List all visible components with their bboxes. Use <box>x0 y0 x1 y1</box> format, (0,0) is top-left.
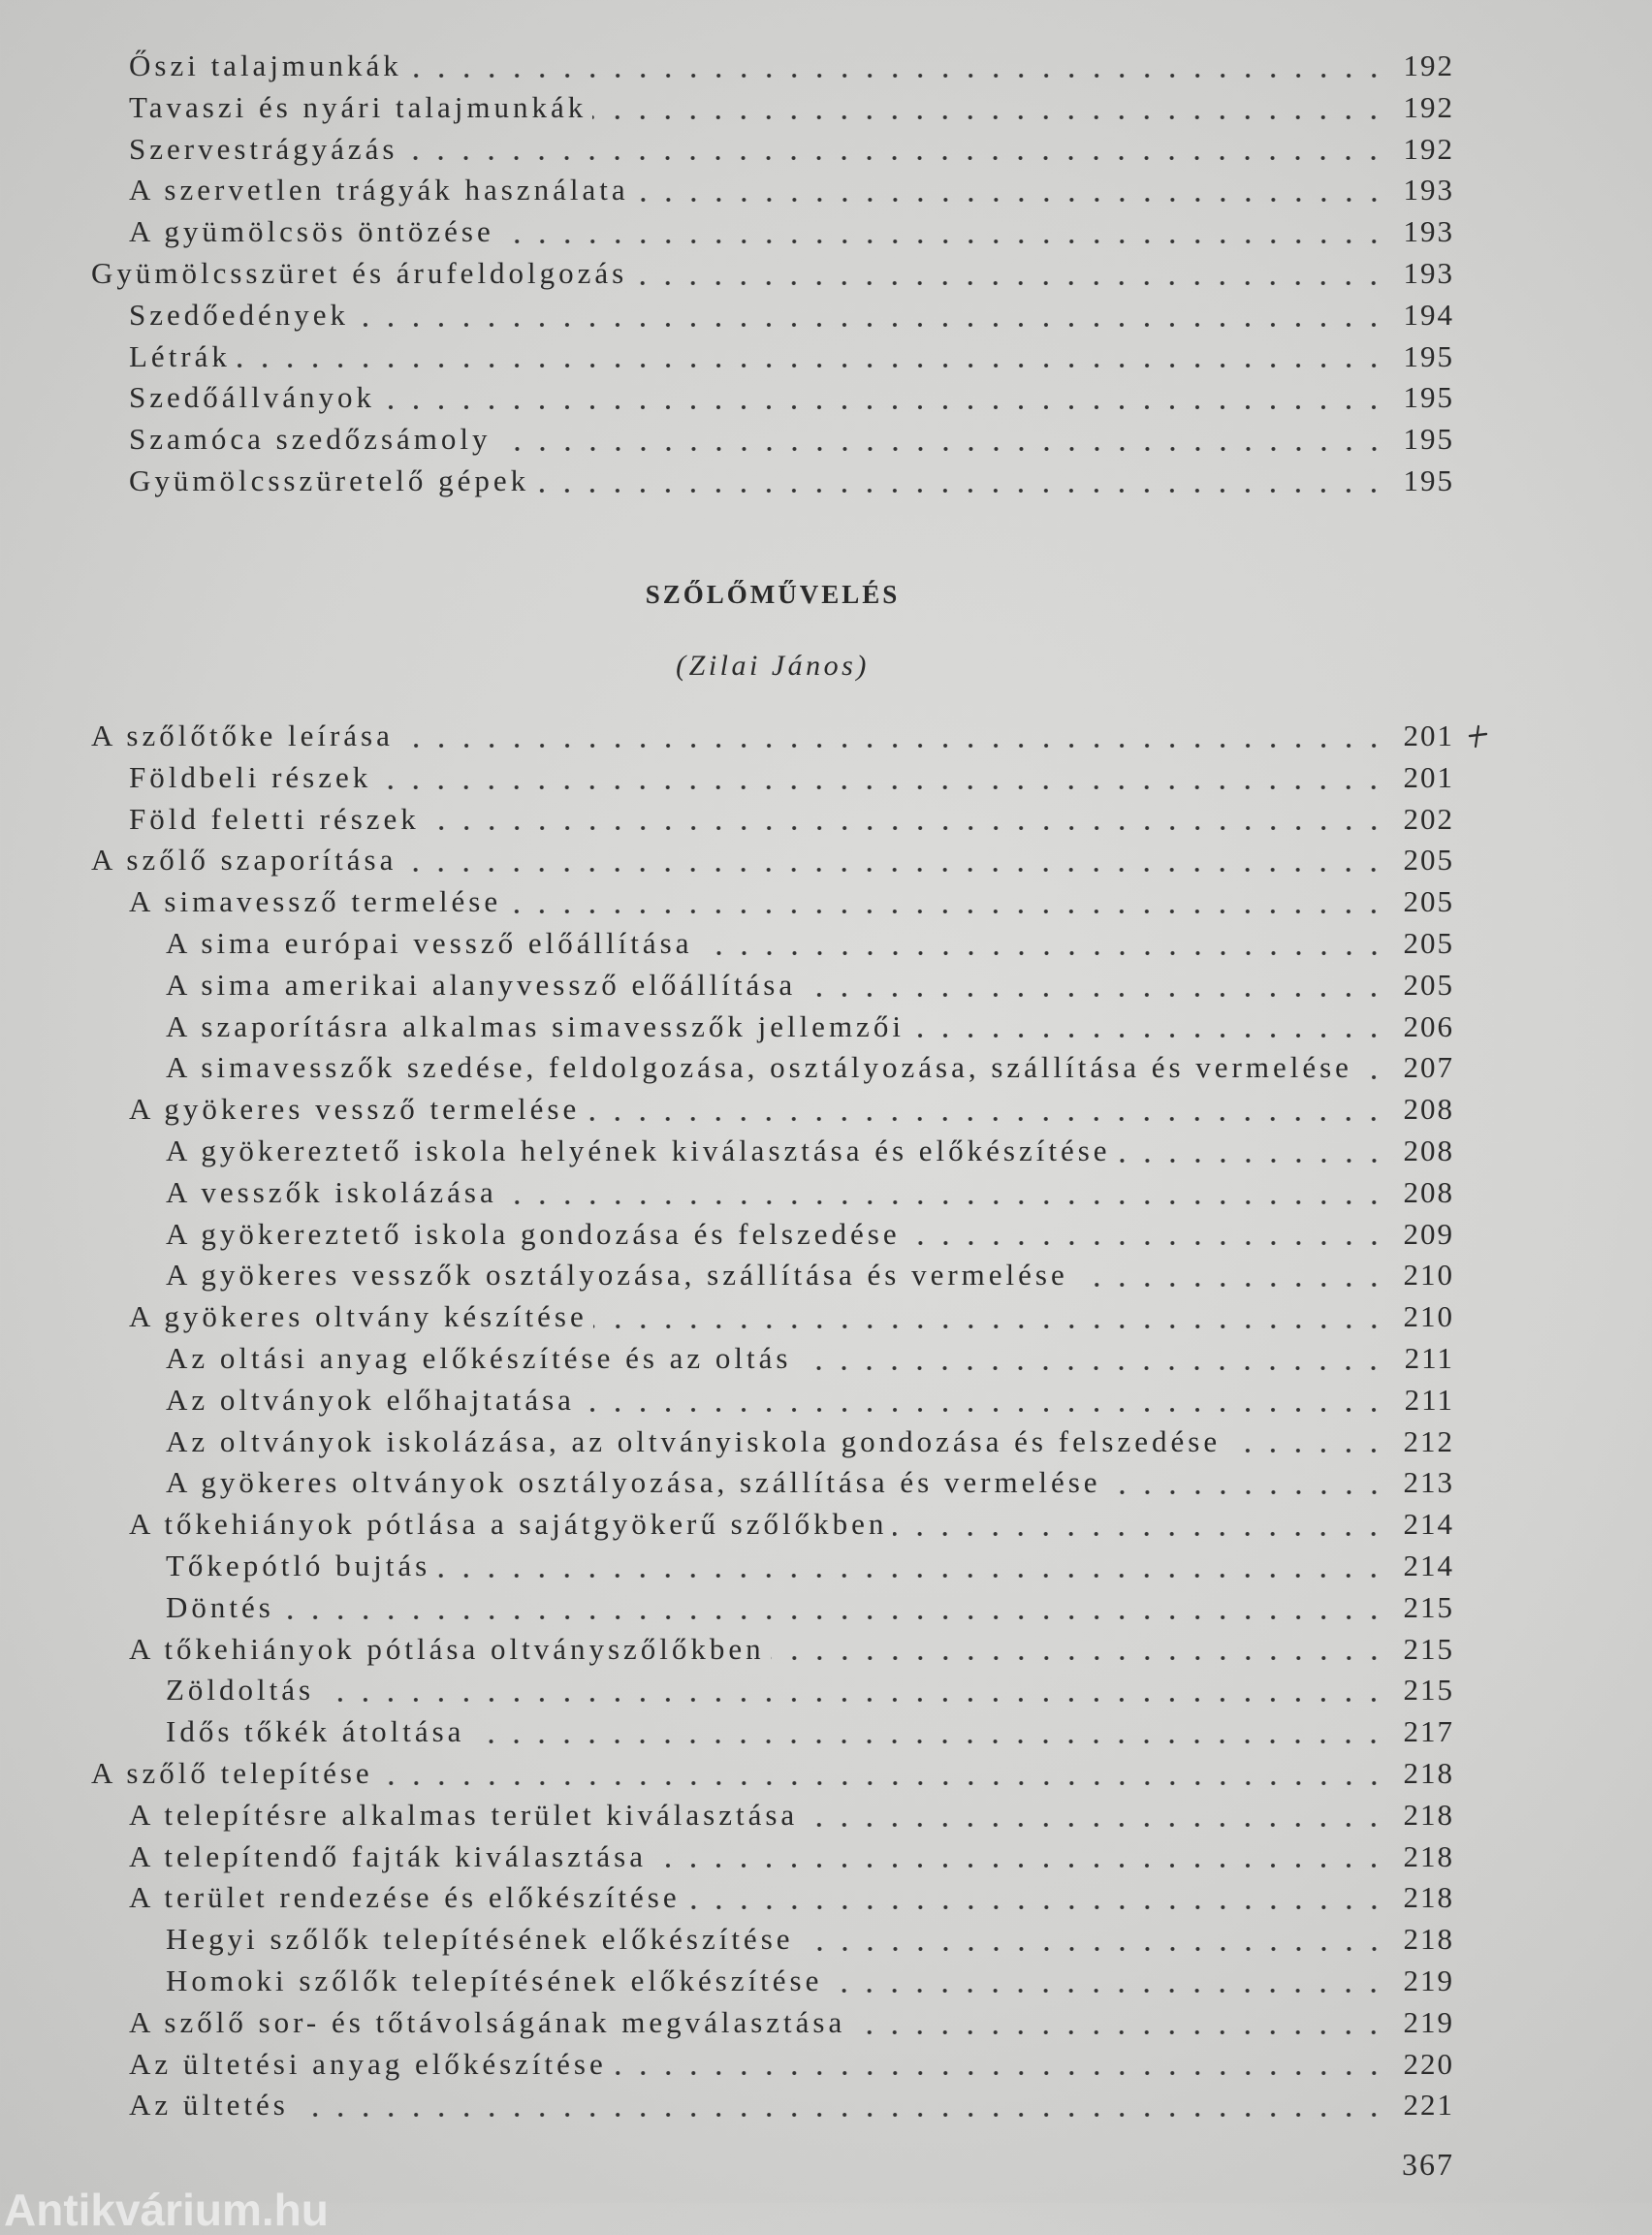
toc-entry-title: Az ültetés <box>129 2088 289 2123</box>
dot-leader <box>402 840 1386 881</box>
dot-leader <box>408 46 1386 87</box>
dot-leader <box>381 377 1386 419</box>
dot-leader <box>355 295 1386 336</box>
toc-entry-title: Föld feletti részek <box>129 801 420 836</box>
dot-leader <box>613 2044 1386 2086</box>
toc-entry-title: Létrák <box>129 338 231 373</box>
toc-entry-title: Gyümölcsszüret és árufeldolgozás <box>91 255 628 290</box>
page-number: 367 <box>1402 2147 1454 2182</box>
toc-entry-title: Tavaszi és nyári talajmunkák <box>129 89 588 124</box>
toc-entry-page: 215 <box>1403 1589 1454 1624</box>
toc-entry-page: 219 <box>1403 1963 1454 1997</box>
pen-mark-icon <box>1466 723 1489 749</box>
toc-entry-page: 208 <box>1403 1092 1454 1127</box>
toc-entry <box>91 1214 1454 1256</box>
toc-entry-page: 210 <box>1403 1258 1454 1293</box>
dot-leader <box>586 1089 1386 1131</box>
toc-entry-page: 213 <box>1403 1465 1454 1500</box>
toc-entry-title: A szőlőtőke leírása <box>91 718 394 752</box>
watermark-text: Antikvárium.hu <box>4 2185 329 2235</box>
dot-leader <box>828 1961 1386 2002</box>
dot-leader <box>497 419 1386 461</box>
toc-entry-page: 206 <box>1403 1008 1454 1043</box>
toc-entry-title: A gyökeres oltványok osztályozása, szállítása és vermelése <box>166 1465 1101 1500</box>
toc-entry-page: 205 <box>1403 843 1454 878</box>
toc-list-top <box>91 46 1454 502</box>
toc-entry-page: 215 <box>1403 1673 1454 1708</box>
toc-entry-page: 211 <box>1404 1340 1454 1375</box>
dot-leader <box>593 1296 1386 1338</box>
toc-entry <box>91 419 1454 461</box>
toc-entry <box>91 1877 1454 1919</box>
toc-entry-title: Idős tőkék átoltása <box>166 1714 465 1749</box>
dot-leader <box>771 1629 1386 1671</box>
toc-entry <box>91 336 1454 378</box>
toc-entry <box>91 965 1454 1006</box>
dot-leader <box>851 2002 1386 2044</box>
toc-entry-page: 201 <box>1403 718 1454 752</box>
toc-entry <box>91 1421 1454 1463</box>
toc-entry-page: 202 <box>1403 801 1454 836</box>
toc-entry-title: A tőkehiányok pótlása a sajátgyökerű szőlőkben <box>129 1507 888 1542</box>
toc-entry-title: A vesszők iskolázása <box>166 1174 497 1209</box>
toc-entry-page: 192 <box>1403 89 1454 124</box>
toc-entry-page: 210 <box>1403 1299 1454 1334</box>
toc-entry-page: 217 <box>1403 1714 1454 1749</box>
toc-entry-title: Az ültetési anyag előkészítése <box>129 2046 607 2081</box>
toc-entry <box>91 1919 1454 1961</box>
toc-entry-title: A telepítendő fajták kiválasztása <box>129 1838 647 1873</box>
toc-entry-title: Szedőállványok <box>129 380 376 415</box>
toc-entry-page: 201 <box>1403 759 1454 794</box>
toc-entry-page: 195 <box>1403 422 1454 457</box>
dot-leader <box>1107 1462 1386 1504</box>
toc-entry <box>91 1296 1454 1338</box>
toc-entry <box>91 1753 1454 1795</box>
toc-entry-page: 221 <box>1403 2088 1454 2123</box>
toc-entry <box>91 1961 1454 2002</box>
toc-entry-page: 194 <box>1403 297 1454 332</box>
toc-entry <box>91 1089 1454 1131</box>
toc-entry-page: 195 <box>1403 463 1454 497</box>
dot-leader <box>797 1338 1386 1380</box>
toc-entry-title: A gyökeres vessző termelése <box>129 1092 581 1127</box>
toc-entry <box>91 1172 1454 1214</box>
toc-entry <box>91 211 1454 253</box>
toc-entry-title: Gyümölcsszüretelő gépek <box>129 463 530 497</box>
dot-leader <box>652 1836 1386 1878</box>
toc-entry-page: 205 <box>1403 884 1454 919</box>
toc-entry-title: A tőkehiányok pótlása oltványszőlőkben <box>129 1631 765 1666</box>
toc-entry <box>91 1836 1454 1878</box>
toc-entry-page: 214 <box>1403 1507 1454 1542</box>
section-author: (Zilai János) <box>676 650 870 682</box>
toc-entry-page: 193 <box>1403 255 1454 290</box>
dot-leader <box>470 1711 1386 1753</box>
toc-entry-page: 192 <box>1403 48 1454 82</box>
toc-entry-title: Őszi talajmunkák <box>129 48 402 82</box>
toc-entry <box>91 2085 1454 2126</box>
toc-entry-title: A gyökeres vesszők osztályozása, szállítása és vermelése <box>166 1258 1068 1293</box>
toc-entry-page: 193 <box>1403 214 1454 249</box>
section-heading: SZŐLŐMŰVELÉS <box>645 580 901 609</box>
dot-leader <box>906 1214 1386 1256</box>
toc-entry <box>91 799 1454 841</box>
toc-entry-page: 205 <box>1403 925 1454 960</box>
toc-entry <box>91 1587 1454 1629</box>
toc-entry <box>91 1462 1454 1504</box>
toc-entry <box>91 2002 1454 2044</box>
toc-entry <box>91 87 1454 129</box>
dot-leader <box>686 1877 1386 1919</box>
toc-entry-title: A terület rendezése és előkészítése <box>129 1880 681 1915</box>
dot-leader <box>436 1546 1386 1587</box>
toc-entry-title: A sima amerikai alanyvessző előállítása <box>166 967 797 1002</box>
dot-leader <box>893 1504 1386 1546</box>
toc-entry-page: 193 <box>1403 173 1454 208</box>
toc-entry-title: Az oltványok iskolázása, az oltványiskola gondozása és felszedése <box>166 1423 1222 1458</box>
toc-entry-page: 218 <box>1403 1755 1454 1790</box>
dot-leader <box>379 1753 1386 1795</box>
dot-leader <box>426 799 1386 841</box>
toc-list-main <box>91 716 1454 2126</box>
toc-entry-title: A szőlő szaporítása <box>91 843 397 878</box>
dot-leader <box>399 716 1386 757</box>
toc-entry-page: 220 <box>1403 2046 1454 2081</box>
dot-leader <box>237 336 1386 378</box>
toc-entry-page: 218 <box>1403 1797 1454 1832</box>
toc-entry <box>91 1711 1454 1753</box>
toc-entry-page: 211 <box>1404 1382 1454 1417</box>
toc-entry <box>91 1795 1454 1836</box>
dot-leader <box>699 923 1387 965</box>
toc-entry-title: A simavesszők szedése, feldolgozása, osztályozása, szállítása és vermelése <box>166 1050 1352 1085</box>
toc-entry-title: A gyümölcsös öntözése <box>129 214 494 249</box>
dot-leader <box>403 129 1386 171</box>
dot-leader <box>581 1380 1386 1421</box>
toc-entry-title: Az oltási anyag előkészítése és az oltás <box>166 1340 792 1375</box>
toc-entry-page: 195 <box>1403 338 1454 373</box>
toc-entry-page: 218 <box>1403 1880 1454 1915</box>
dot-leader <box>635 170 1386 211</box>
toc-entry <box>91 377 1454 419</box>
toc-entry <box>91 716 1454 757</box>
toc-entry-title: Tőkepótló bujtás <box>166 1548 431 1582</box>
toc-entry <box>91 840 1454 881</box>
toc-entry-page: 219 <box>1403 2004 1454 2039</box>
toc-entry-page: 208 <box>1403 1174 1454 1209</box>
toc-entry <box>91 1670 1454 1711</box>
dot-leader <box>503 1172 1386 1214</box>
dot-leader <box>592 87 1386 129</box>
toc-entry-title: A telepítésre alkalmas terület kiválasztása <box>129 1797 799 1832</box>
toc-entry-title: Szervestrágyázás <box>129 131 398 166</box>
toc-entry-title: A szervetlen trágyák használata <box>129 173 629 208</box>
toc-entry-page: 218 <box>1403 1922 1454 1957</box>
toc-entry-page: 205 <box>1403 967 1454 1002</box>
toc-entry-page: 212 <box>1403 1423 1454 1458</box>
dot-leader <box>910 1006 1386 1048</box>
toc-entry-title: A szaporításra alkalmas simavesszők jellemzői <box>166 1008 905 1043</box>
toc-entry <box>91 923 1454 965</box>
toc-entry <box>91 295 1454 336</box>
toc-entry-page: 218 <box>1403 1838 1454 1873</box>
dot-leader <box>535 461 1386 502</box>
dot-leader <box>633 253 1386 295</box>
toc-entry <box>91 129 1454 171</box>
toc-entry <box>91 170 1454 211</box>
dot-leader <box>320 1670 1386 1711</box>
toc-entry-title: Döntés <box>166 1589 274 1624</box>
toc-entry <box>91 1255 1454 1296</box>
toc-entry-title: Az oltványok előhajtatása <box>166 1382 575 1417</box>
toc-entry-title: A sima európai vessző előállítása <box>166 925 693 960</box>
dot-leader <box>507 881 1386 923</box>
toc-entry <box>91 46 1454 87</box>
toc-entry-page: 215 <box>1403 1631 1454 1666</box>
toc-entry-title: Zöldoltás <box>166 1673 315 1708</box>
toc-entry-title: A simavessző termelése <box>129 884 502 919</box>
toc-entry-title: Földbeli részek <box>129 759 372 794</box>
toc-entry-page: 209 <box>1403 1216 1454 1251</box>
dot-leader <box>800 1919 1386 1961</box>
toc-entry-title: Szamóca szedőzsámoly <box>129 422 492 457</box>
toc-entry-title: A gyökereztető iskola gondozása és felszedése <box>166 1216 901 1251</box>
dot-leader <box>500 211 1386 253</box>
toc-entry-page: 214 <box>1403 1548 1454 1582</box>
toc-entry <box>91 1380 1454 1421</box>
toc-entry-page: 195 <box>1403 380 1454 415</box>
toc-entry-title: A szőlő sor- és tőtávolságának megválasztása <box>129 2004 846 2039</box>
toc-entry-title: A gyökeres oltvány készítése <box>129 1299 588 1334</box>
dot-leader <box>295 2085 1386 2126</box>
toc-entry <box>91 1629 1454 1671</box>
toc-entry-title: Homoki szőlők telepítésének előkészítése <box>166 1963 823 1997</box>
toc-entry-title: Szedőedények <box>129 297 350 332</box>
toc-entry <box>91 2044 1454 2086</box>
toc-entry-page: 208 <box>1403 1133 1454 1167</box>
toc-entry <box>91 1006 1454 1048</box>
dot-leader <box>802 965 1386 1006</box>
dot-leader <box>377 757 1386 799</box>
dot-leader <box>1358 1047 1386 1089</box>
toc-entry <box>91 1131 1454 1172</box>
toc-entry <box>91 1546 1454 1587</box>
toc-entry <box>91 881 1454 923</box>
toc-entry-title: A szőlő telepítése <box>91 1755 373 1790</box>
dot-leader <box>804 1795 1386 1836</box>
toc-entry <box>91 253 1454 295</box>
dot-leader <box>1117 1131 1386 1172</box>
dot-leader <box>1226 1421 1386 1463</box>
dot-leader <box>1074 1255 1386 1296</box>
watermark <box>0 2185 388 2235</box>
toc-entry <box>91 757 1454 799</box>
toc-entry-page: 207 <box>1403 1050 1454 1085</box>
dot-leader <box>280 1587 1386 1629</box>
toc-entry <box>91 1338 1454 1380</box>
toc-entry-title: Hegyi szőlők telepítésének előkészítése <box>166 1922 794 1957</box>
toc-entry <box>91 1047 1454 1089</box>
toc-entry-page: 192 <box>1403 131 1454 166</box>
toc-entry-title: A gyökereztető iskola helyének kiválasztása és előkészítése <box>166 1133 1111 1167</box>
toc-entry <box>91 461 1454 502</box>
toc-entry <box>91 1504 1454 1546</box>
